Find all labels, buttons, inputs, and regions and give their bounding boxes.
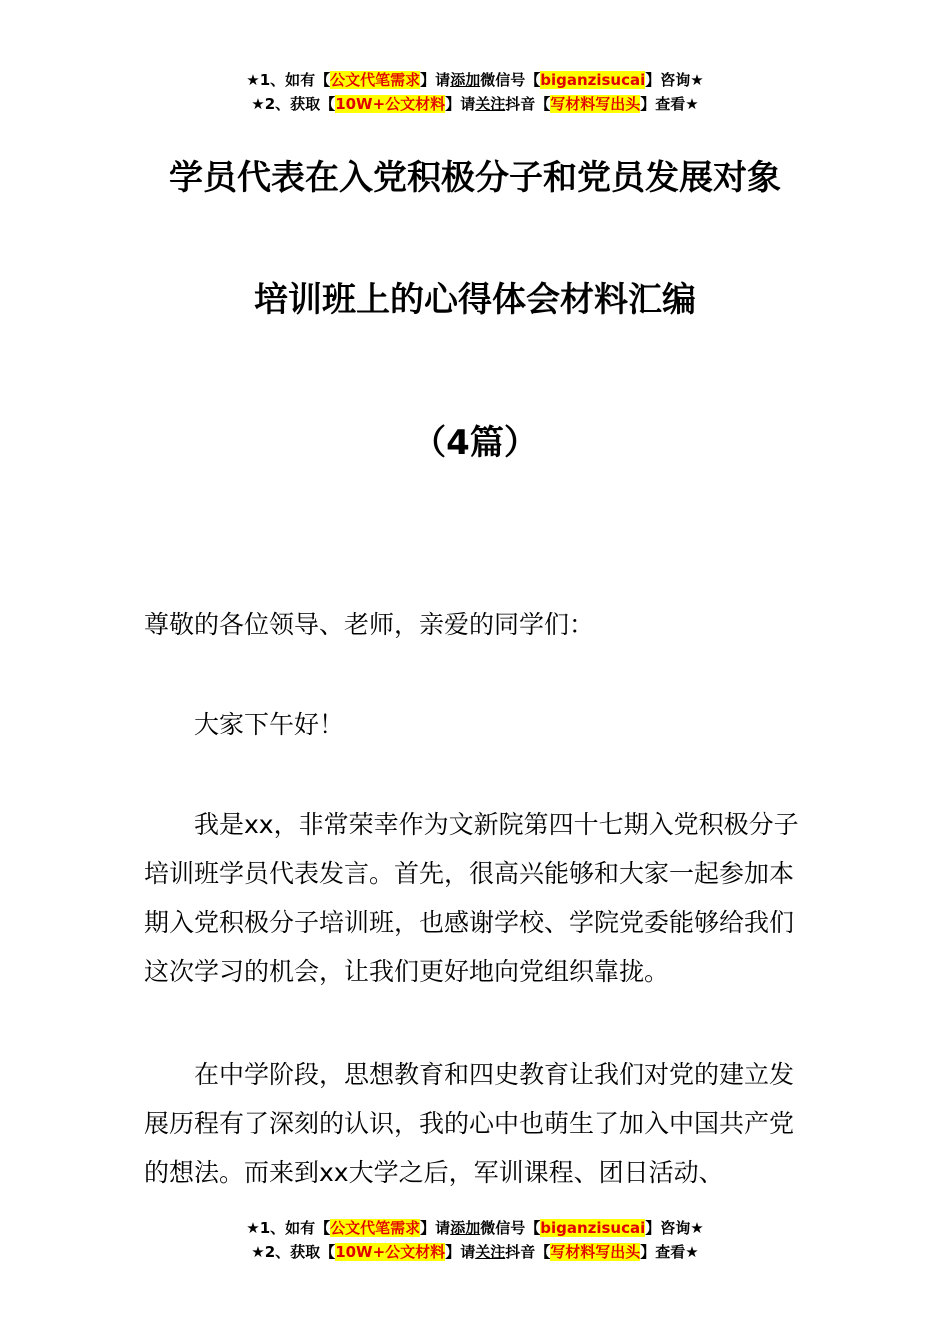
banner-text: 微信号【	[480, 1219, 541, 1237]
banner-line-1	[0, 1216, 950, 1240]
banner-line-1	[0, 68, 950, 92]
highlight-text: 写材料写出头	[550, 1243, 641, 1261]
banner-text: 】请	[420, 1219, 451, 1237]
underlined-text: 关注	[475, 95, 506, 113]
banner-text: 抖音【	[505, 1243, 551, 1261]
document-title-line-2: 培训班上的心得体会材料汇编	[254, 280, 696, 320]
highlight-text: 10W+公文材料	[335, 1243, 446, 1261]
banner-text: 】查看★	[640, 95, 699, 113]
banner-text: ★2、获取【	[251, 95, 336, 113]
banner-text: ★1、如有【	[246, 1219, 331, 1237]
banner-line-2	[0, 92, 950, 116]
banner-text: 】请	[445, 1243, 476, 1261]
paragraph-1: 大家下午好！	[194, 710, 345, 739]
banner-text: ★2、获取【	[251, 1243, 336, 1261]
banner-text: ★1、如有【	[246, 71, 331, 89]
underlined-text: 添加	[450, 71, 481, 89]
banner-text: 】查看★	[640, 1243, 699, 1261]
banner-text: 】请	[445, 95, 476, 113]
banner-line-2	[0, 1240, 950, 1264]
banner-text: 抖音【	[505, 95, 551, 113]
underlined-text: 关注	[475, 1243, 506, 1261]
document-title-line-1: 学员代表在入党积极分子和党员发展对象	[169, 158, 781, 198]
banner-text: 】咨询★	[645, 71, 704, 89]
footer-banner	[0, 1216, 950, 1264]
highlight-text: 10W+公文材料	[335, 95, 446, 113]
salutation: 尊敬的各位领导、老师，亲爱的同学们：	[144, 610, 595, 639]
highlight-text: 写材料写出头	[550, 95, 641, 113]
banner-text: 微信号【	[480, 71, 541, 89]
highlight-text: 公文代笔需求	[330, 71, 421, 89]
banner-text: 】咨询★	[645, 1219, 704, 1237]
underlined-text: 添加	[450, 1219, 481, 1237]
document-title-count: （4篇）	[412, 423, 538, 463]
highlight-text: biganzisucai	[540, 71, 646, 89]
highlight-text: biganzisucai	[540, 1219, 646, 1237]
banner-text: 】请	[420, 71, 451, 89]
paragraph-2: 我是xx，非常荣幸作为文新院第四十七期入党积极分子培训班学员代表发言。首先，很高兴能够和大家一起参加本期入党积极分子培训班，也感谢学校、学院党委能够给我们这次学习的机会，让我们更好地向党组织靠拢。	[144, 810, 799, 986]
highlight-text: 公文代笔需求	[330, 1219, 421, 1237]
header-banner	[0, 68, 950, 116]
paragraph-3: 在中学阶段，思想教育和四史教育让我们对党的建立发展历程有了深刻的认识，我的心中也萌生了加入中国共产党的想法。而来到xx大学之后，军训课程、团日活动、	[144, 1060, 795, 1187]
